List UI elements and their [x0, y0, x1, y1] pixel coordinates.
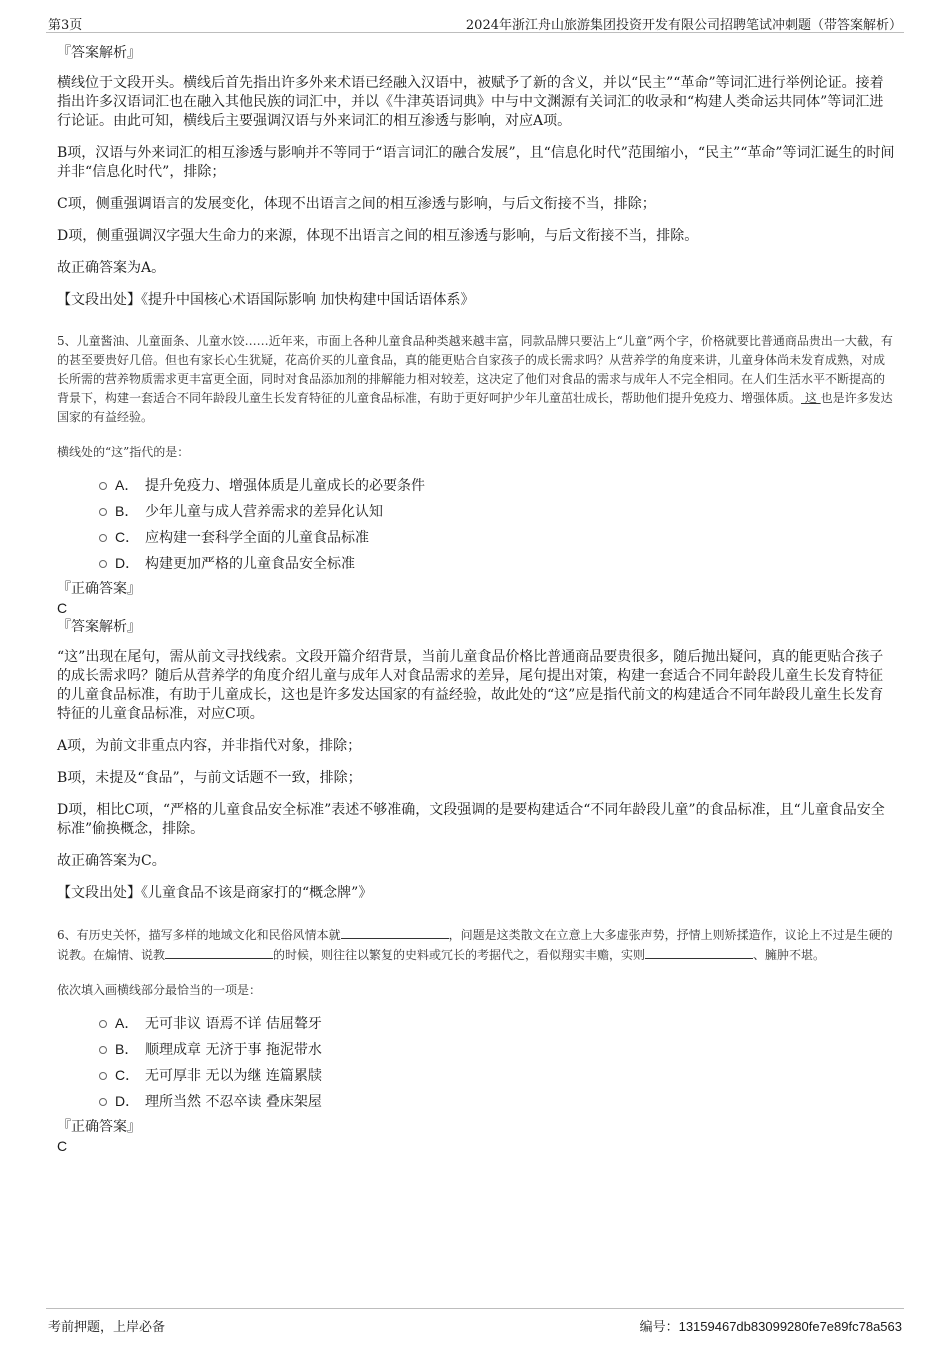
q5-option-a[interactable]	[99, 472, 895, 498]
q5-analysis-option-a: A项，为前文非重点内容，并非指代对象，排除；	[57, 738, 362, 754]
option-letter: C．	[115, 529, 140, 545]
q5-analysis-label: 『答案解析』	[57, 619, 141, 635]
q5-options	[99, 472, 895, 576]
q6-stem-part2: ，问题是这类散文在立意上大多虚张声势，抒情上则矫揉造作，议论上不过是生硬的说教。在煽情、说教	[57, 928, 893, 962]
q5-stem-text-end: 也是许多发达国家的有益经验。	[57, 391, 893, 424]
q5-analysis-option-d: D项，相比C项，“严格的儿童食品安全标准”表述不够准确，文段强调的是要构建适合“不同年龄段儿童”的食品标准，且“儿童食品安全标准”偷换概念，排除。	[57, 802, 885, 837]
code-label: 编号：	[639, 1320, 679, 1335]
option-letter: A．	[115, 1015, 139, 1031]
q4-analysis-option-d: D项，侧重强调汉字强大生命力的来源，体现不出语言之间的相互渗透与影响，与后文衔接不当，排除。	[57, 228, 699, 244]
q6-answer-label: 『正确答案』	[57, 1119, 141, 1135]
q5-option-d[interactable]	[99, 550, 895, 576]
option-letter: B．	[115, 503, 139, 519]
radio-icon[interactable]	[99, 534, 107, 542]
document-title: 2024年浙江舟山旅游集团投资开发有限公司招聘笔试冲刺题（带答案解析）	[465, 18, 902, 33]
q4-analysis-option-b: B项，汉语与外来词汇的相互渗透与影响并不等同于“语言词汇的融合发展”，且“信息化时代”范围缩小，“民主”“革命”等词汇诞生的时间并非“信息化时代”，排除；	[57, 145, 895, 180]
q5-conclusion: 故正确答案为C。	[57, 853, 166, 869]
option-text: 无可非议 语焉不详 佶屈聱牙	[145, 1016, 322, 1032]
radio-icon[interactable]	[99, 1020, 107, 1028]
q6-option-a[interactable]	[99, 1010, 895, 1036]
radio-icon[interactable]	[99, 508, 107, 516]
q4-analysis-label: 『答案解析』	[57, 45, 141, 61]
q5-stem-text: 5、儿童酱油、儿童面条、儿童水饺……近年来，市面上各种儿童食品种类越来越丰富，同款品牌只要沾上“儿童”两个字，价格就要比普通商品贵出一大截，有的甚至要贵好几倍。但也有家长心生犹疑，花高价买的儿童食品，真的能更贴合自家孩子的成长需求吗？从营养学的角度来讲，儿童身体尚未发育成熟，对成长所需的营养物质需求更丰富更全面，同时对食品添加剂的排解能力相对较差，这决定了他们对食品的需求与成年人不完全相同。在人们生活水平不断提高的背景下，构建一套适合不同年龄段儿童生长发育特征的儿童食品标准，有助于更好呵护少年儿童茁壮成长，帮助他们提升免疫力、增强体质。	[57, 334, 893, 405]
page-number: 第3页	[48, 18, 83, 33]
radio-icon[interactable]	[99, 1072, 107, 1080]
option-letter: D．	[115, 555, 140, 571]
option-text: 提升免疫力、增强体质是儿童成长的必要条件	[145, 478, 425, 494]
q4-analysis-para: 横线位于文段开头。横线后首先指出许多外来术语已经融入汉语中，被赋予了新的含义，并以“民主”“革命”等词汇进行举例论证。接着指出许多汉语词汇也在融入其他民族的词汇中，并以《牛津英语词典》中与中文渊源有关词汇的收录和“构建人类命运共同体”等词汇进行论证。由此可知，横线后主要强调汉语与外来词汇的相互渗透与影响，对应A项。	[57, 75, 884, 129]
q5-answer: C	[57, 600, 68, 616]
radio-icon[interactable]	[99, 1046, 107, 1054]
q6-options	[99, 1010, 895, 1114]
code-value: 13159467db83099280fe7e89fc78a563	[678, 1319, 902, 1334]
page-content	[57, 44, 895, 1156]
option-text: 无可厚非 无以为继 连篇累牍	[145, 1068, 322, 1084]
q6-prompt: 依次填入画横线部分最恰当的一项是：	[57, 983, 262, 997]
q5-analysis-option-b: B项，未提及“食品”，与前文话题不一致，排除；	[57, 770, 362, 786]
q6-stem-part3: 的时候，则往往以繁复的史料或冗长的考据代之，看似翔实丰赡，实则	[273, 948, 646, 962]
q5-underlined-word: 这	[801, 391, 821, 405]
option-letter: C．	[115, 1067, 140, 1083]
q5-source: 【文段出处】《儿童食品不该是商家打的“概念牌”》	[57, 885, 373, 901]
q4-source: 【文段出处】《提升中国核心术语国际影响 加快构建中国话语体系》	[57, 292, 475, 308]
q6-stem-part1: 6、有历史关怀，描写多样的地域文化和民俗风情本就	[57, 928, 341, 942]
q5-option-b[interactable]	[99, 498, 895, 524]
document-code	[640, 1316, 902, 1335]
option-letter: B．	[115, 1041, 139, 1057]
option-letter: A．	[115, 477, 139, 493]
radio-icon[interactable]	[99, 1098, 107, 1106]
page-footer	[46, 1308, 904, 1337]
q6-option-c[interactable]	[99, 1062, 895, 1088]
q6-blank-2	[165, 945, 273, 959]
q5-stem	[57, 332, 895, 427]
q5-option-c[interactable]	[99, 524, 895, 550]
q6-option-d[interactable]	[99, 1088, 895, 1114]
q5-prompt: 横线处的“这”指代的是：	[57, 445, 190, 459]
q4-conclusion: 故正确答案为A。	[57, 260, 166, 276]
radio-icon[interactable]	[99, 560, 107, 568]
radio-icon[interactable]	[99, 482, 107, 490]
option-letter: D．	[115, 1093, 140, 1109]
q4-analysis-option-c: C项，侧重强调语言的发展变化，体现不出语言之间的相互渗透与影响，与后文衔接不当，排除；	[57, 196, 656, 212]
option-text: 理所当然 不忍卒读 叠床架屋	[145, 1094, 322, 1110]
q6-blank-1	[341, 925, 449, 939]
q6-option-b[interactable]	[99, 1036, 895, 1062]
page-header	[46, 8, 904, 33]
q6-blank-3	[645, 945, 753, 959]
option-text: 少年儿童与成人营养需求的差异化认知	[145, 504, 383, 520]
q6-stem-part4: 、臃肿不堪。	[753, 948, 826, 962]
footer-slogan: 考前押题，上岸必备	[48, 1320, 166, 1335]
option-text: 应构建一套科学全面的儿童食品标准	[145, 530, 369, 546]
q5-answer-label: 『正确答案』	[57, 581, 141, 597]
q6-stem	[57, 925, 895, 965]
option-text: 构建更加严格的儿童食品安全标准	[145, 556, 355, 572]
q6-answer: C	[57, 1138, 68, 1154]
q5-analysis-para: “这”出现在尾句，需从前文寻找线索。文段开篇介绍背景，当前儿童食品价格比普通商品要贵很多，随后抛出疑问，真的能更贴合孩子的成长需求吗？随后从营养学的角度介绍儿童与成年人对食品需求的差异，尾句提出对策，构建一套适合不同年龄段儿童生长发育特征的儿童食品标准，有助于儿童成长，这也是许多发达国家的有益经验，故此处的“这”应是指代前文的构建适合不同年龄段儿童生长发育特征的儿童食品标准，对应C项。	[57, 649, 884, 722]
option-text: 顺理成章 无济于事 拖泥带水	[145, 1042, 322, 1058]
